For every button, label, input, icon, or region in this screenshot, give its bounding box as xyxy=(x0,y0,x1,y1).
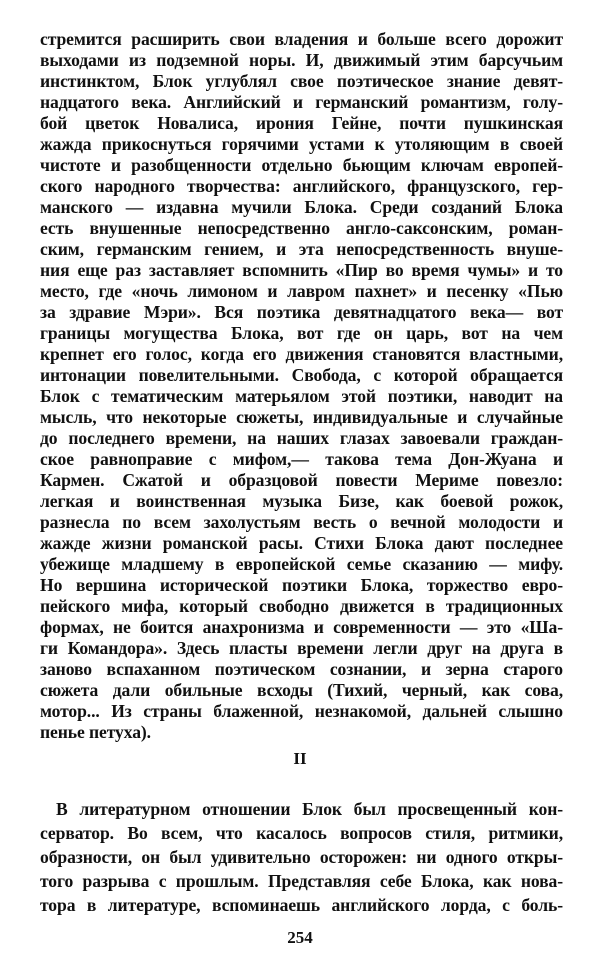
text-line: ского народного творчества: английского, французского, гер- xyxy=(40,176,563,196)
text-line: пенье петуха). xyxy=(40,722,151,742)
text-line: крепнет его голос, когда его движения становятся властными, xyxy=(40,344,563,364)
text-line: того разрыва с прошлым. Представляя себе Блока, как новa- xyxy=(40,871,563,891)
text-line: легкая и воинственная музыка Бизе, как боевой рожок, xyxy=(40,491,563,511)
text-line: формах, не боится анахронизма и современности — это «Ша- xyxy=(40,617,563,637)
text-line: до последнего времени, на наших глазах завоевали граждан- xyxy=(40,428,563,448)
text-line: Блок с тематическим матерьялом этой поэтики, наводит на xyxy=(40,386,563,406)
text-line: стремится расширить свои владения и больше всего дорожит xyxy=(40,29,563,49)
text-line: выходами из подземной норы. И, движимый этим барсучьим xyxy=(40,50,563,70)
page-number: 254 xyxy=(287,928,313,947)
text-line: надцатого века. Английский и германский романтизм, голу- xyxy=(40,92,563,112)
text-line: Кармен. Сжатой и образцовой повести Мериме повезло: xyxy=(40,470,563,490)
text-line: интонации повелительными. Свобода, с которой обращается xyxy=(40,365,563,385)
text-line: серватор. Во всем, что касалось вопросов стиля, ритмики, xyxy=(40,823,563,843)
text-line: границы могущества Блока, вот где он царь, вот на чем xyxy=(40,323,563,343)
text-line: заново вспаханном поэтическом сознании, и зерна старого xyxy=(40,659,563,679)
text-line: жажда прикоснуться горячими устами к утоляющим в своей xyxy=(40,134,563,154)
section-heading: II xyxy=(293,749,307,768)
text-line: Но вершина исторической поэтики Блока, торжество евро- xyxy=(40,575,563,595)
text-line: разнесла по всем захолустьям весть о вечной молодости и xyxy=(40,512,563,532)
text-line: ским, германским гением, и эта непосредственность внуше- xyxy=(40,239,563,259)
text-line: место, где «ночь лимоном и лавром пахнет» и песенку «Пью xyxy=(40,281,563,301)
text-line: есть внушенные непосредственно англо-саксонским, роман- xyxy=(40,218,563,238)
text-line: ги Командора». Здесь пласты времени легли друг на друга в xyxy=(40,638,563,658)
text-line: жажде жизни романской расы. Стихи Блока дают последнее xyxy=(40,533,563,553)
text-line: инстинктом, Блок углублял свое поэтическое знание девят- xyxy=(40,71,563,91)
text-line: мысль, что некоторые сюжеты, индивидуальные и случайные xyxy=(40,407,563,427)
text-line: бой цветок Новалиса, ирония Гейне, почти пушкинская xyxy=(40,113,563,133)
text-line: сюжета дали обильные всходы (Тихий, черный, как сова, xyxy=(40,680,563,700)
text-line: манского — издавна мучили Блока. Среди созданий Блока xyxy=(40,197,563,217)
text-line: за здравие Мэри». Вся поэтика девятнадцатого века— вот xyxy=(40,302,563,322)
text-line: В литературном отношении Блок был просвещенный кон- xyxy=(56,799,563,819)
text-line: ния еще раз заставляет вспомнить «Пир во время чумы» и то xyxy=(40,260,563,280)
text-line: образности, он был удивительно осторожен: ни одного откры- xyxy=(40,847,563,867)
text-line: убежище младшему в европейской семье сказанию — мифу. xyxy=(40,554,563,574)
text-line: тора в литературе, вспоминаешь английского лорда, с боль- xyxy=(40,895,563,915)
text-line: пейского мифа, который свободно движется в традиционных xyxy=(40,596,563,616)
text-line: чистоте и разобщенности отдельно бьющим ключам европей- xyxy=(40,155,563,175)
text-line: мотор... Из страны блаженной, незнакомой, дальней слышно xyxy=(40,701,563,721)
text-line: ское равноправие с мифом,— такова тема Дон-Жуана и xyxy=(40,449,563,469)
